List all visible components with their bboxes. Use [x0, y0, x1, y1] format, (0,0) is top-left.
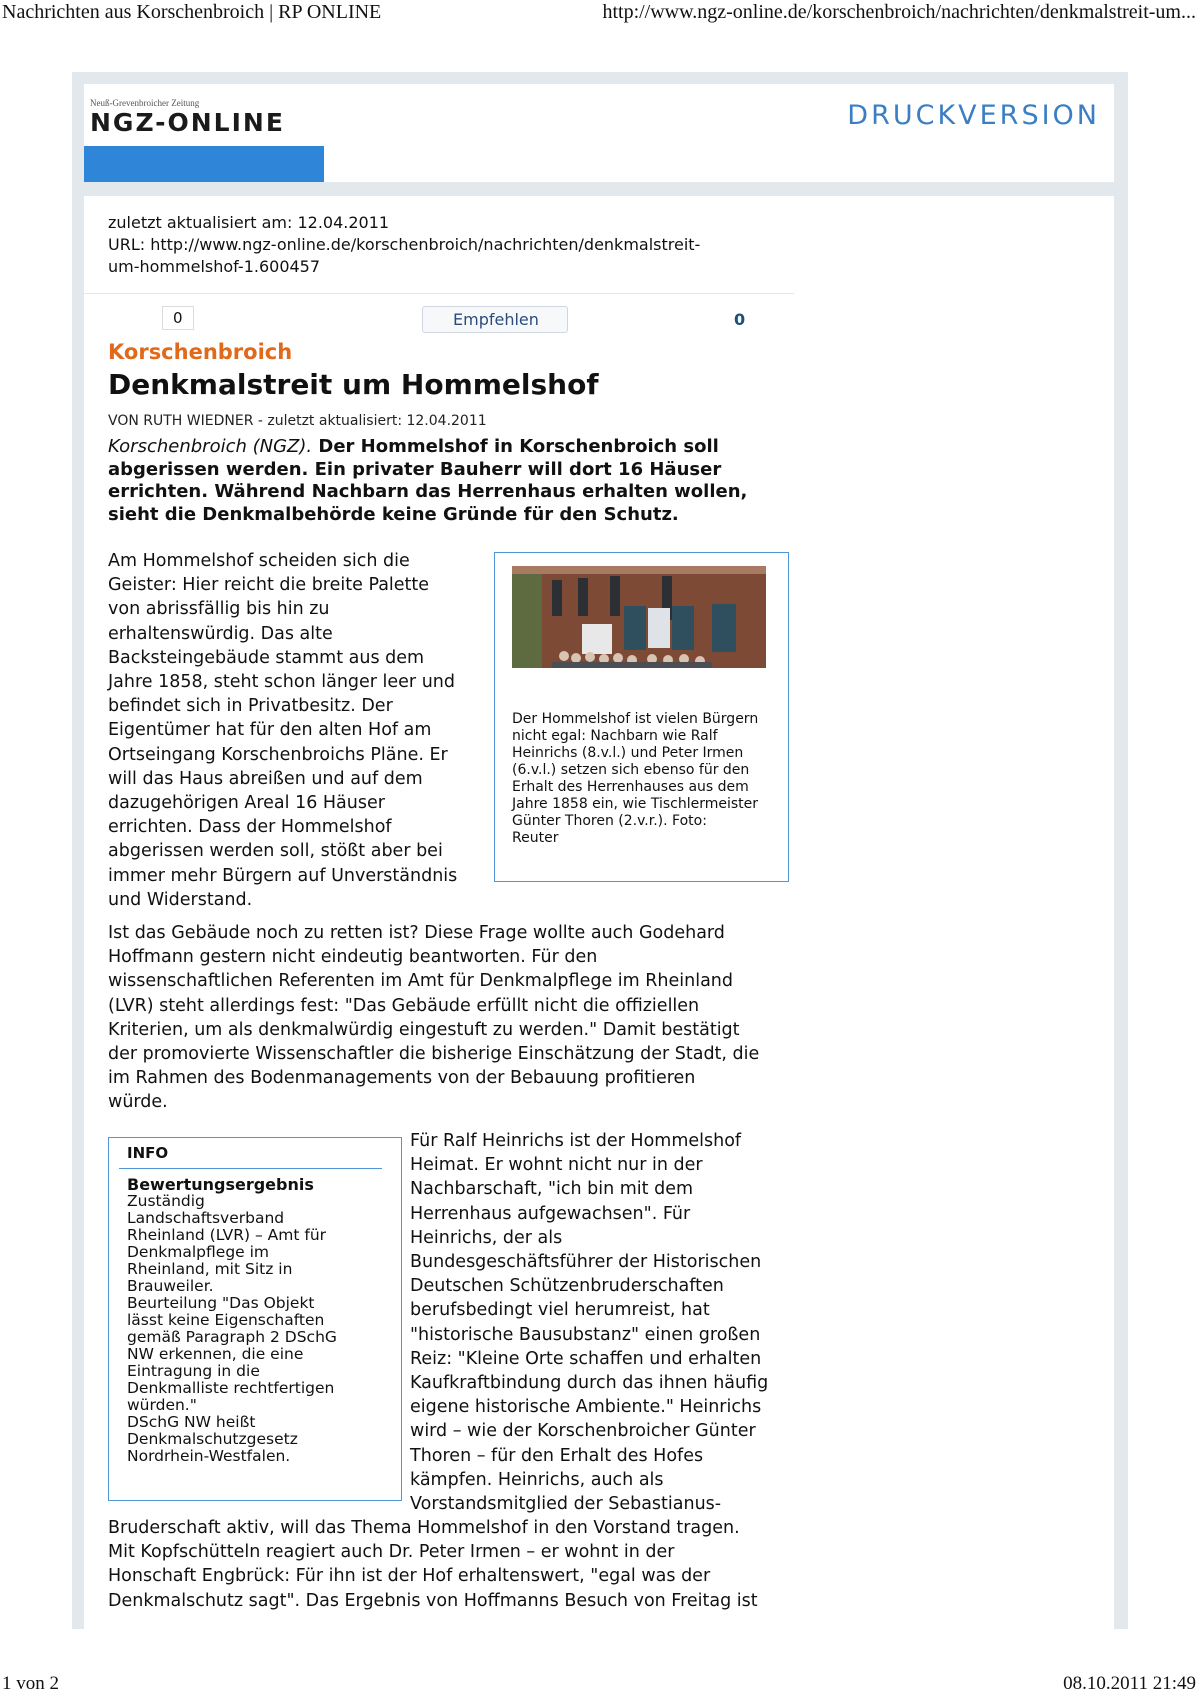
info-line: Denkmalschutzgesetz	[127, 1430, 298, 1448]
text-line: Backsteingebäude stammt aus dem	[108, 647, 425, 668]
print-frame	[72, 72, 1128, 1629]
info-line: gemäß Paragraph 2 DSchG	[127, 1328, 337, 1346]
info-line: Landschaftsverband	[127, 1209, 285, 1227]
text-line: Heinrichs, der als	[410, 1227, 563, 1248]
text-line: Herrenhaus aufgewachsen". Für	[410, 1203, 691, 1224]
text-line: von abrissfällig bis hin zu	[108, 599, 330, 620]
print-header	[0, 0, 1200, 26]
text-line: dazugehörigen Areal 16 Häuser	[108, 793, 385, 814]
info-line: würden."	[127, 1396, 197, 1414]
text-line: Reiz: "Kleine Orte schaffen und erhalten	[410, 1348, 762, 1369]
text-line: errichten. Dass der Hommelshof	[108, 817, 392, 838]
text-line: würde.	[108, 1092, 168, 1113]
text-line: Geister: Hier reicht die breite Palette	[108, 575, 430, 596]
caption-line: Heinrichs (8.v.l.) und Peter Irmen	[512, 745, 744, 761]
article-url-line-1: URL: http://www.ngz-online.de/korschenbroich/nachrichten/denkmalstreit-	[108, 235, 701, 254]
text-line: Für Ralf Heinrichs ist der Hommelshof	[410, 1131, 742, 1151]
page-title: Nachrichten aus Korschenbroich | RP ONLINE	[2, 1, 382, 23]
lead-line: abgerissen werden. Ein privater Bauherr will dort 16 Häuser	[108, 458, 722, 480]
photo-box	[494, 552, 789, 882]
text-line: Bruderschaft aktiv, will das Thema Hommelshof in den Vorstand tragen.	[108, 1518, 740, 1538]
empfehlen-count: 0	[734, 310, 746, 329]
caption-line: Jahre 1858 ein, wie Tischlermeister	[512, 796, 759, 812]
page-url: http://www.ngz-online.de/korschenbroich/nachrichten/denkmalstreit-um...	[602, 1, 1196, 23]
article-headline: Denkmalstreit um Hommelshof	[108, 368, 599, 401]
info-line: lässt keine Eigenschaften	[127, 1311, 325, 1329]
text-line: Heimat. Er wohnt nicht nur in der	[410, 1155, 703, 1176]
caption-line: Reuter	[512, 830, 559, 846]
text-line: erhaltenswürdig. Das alte	[108, 623, 333, 644]
text-line: eigene historische Ambiente." Heinrichs	[410, 1397, 762, 1418]
caption-line: Der Hommelshof ist vielen Bürgern	[512, 711, 759, 727]
text-line: und Widerstand.	[108, 889, 253, 910]
text-line: Kaufkraftbindung durch das ihnen häufig	[410, 1373, 769, 1394]
info-line: Zuständig	[127, 1192, 205, 1210]
info-line: Denkmalpflege im	[127, 1243, 270, 1261]
paragraph-3-continued	[108, 1516, 798, 1613]
text-line: wissenschaftlichen Referenten im Amt für Denkmalpflege im Rheinland	[108, 971, 734, 992]
text-line: Thoren – für den Erhalt des Hofes	[410, 1445, 704, 1466]
hommelshof-photo	[512, 566, 766, 668]
text-line: kämpfen. Heinrichs, auch als	[410, 1469, 664, 1490]
lead-line: sieht die Denkmalbehörde keine Gründe für den Schutz.	[108, 503, 679, 525]
text-line: wird – wie der Korschenbroicher Günter	[410, 1421, 756, 1442]
ngz-logo[interactable]	[84, 84, 324, 182]
lead-place: Korschenbroich (NGZ).	[108, 436, 313, 457]
article-url-line-2: um-hommelshof-1.600457	[108, 257, 321, 276]
caption-line: nicht egal: Nachbarn wie Ralf	[512, 728, 718, 744]
logo-wordmark: NGZ-ONLINE	[90, 108, 285, 137]
info-title: INFO	[127, 1144, 169, 1162]
text-line: Honschaft Engbrück: Für ihn ist der Hof erhaltenswert, "egal was der	[108, 1566, 711, 1587]
info-line: DSchG NW heißt	[127, 1413, 256, 1431]
text-line: Jahre 1858, steht schon länger leer und	[108, 672, 455, 693]
text-line: "historische Bausubstanz" einen großen	[410, 1324, 761, 1345]
text-line: immer mehr Bürgern auf Unverständnis	[108, 865, 458, 886]
empfehlen-button[interactable]: Empfehlen	[422, 306, 568, 333]
text-line: Eigentümer hat für den alten Hof am	[108, 720, 432, 741]
last-updated: zuletzt aktualisiert am: 12.04.2011	[108, 213, 390, 232]
paragraph-1	[108, 549, 468, 912]
info-divider	[119, 1168, 382, 1169]
text-line: Denkmalschutz sagt". Das Ergebnis von Hoffmanns Besuch von Freitag ist	[108, 1590, 758, 1611]
text-line: Am Hommelshof scheiden sich die	[108, 551, 410, 571]
info-line: Brauweiler.	[127, 1277, 214, 1295]
text-line: Kriterien, um als denkmalwürdig eingestuft zu werden." Damit bestätigt	[108, 1019, 740, 1040]
info-line: Rheinland (LVR) – Amt für	[127, 1226, 327, 1244]
text-line: Ortseingang Korschenbroichs Pläne. Er	[108, 744, 448, 765]
caption-line: (6.v.l.) setzen sich ebenso für den	[512, 762, 750, 778]
article-panel	[84, 196, 1114, 1629]
text-line: abgerissen werden soll, stößt aber bei	[108, 841, 443, 862]
photo-caption	[512, 711, 766, 847]
text-line: (LVR) steht allerdings fest: "Das Gebäude erfüllt nicht die offiziellen	[108, 995, 700, 1016]
druckversion-label: DRUCKVERSION	[847, 100, 1100, 131]
text-line: Nachbarschaft, "ich bin mit dem	[410, 1179, 694, 1200]
info-line: Nordrhein-Westfalen.	[127, 1447, 291, 1465]
article-lead	[108, 436, 758, 526]
lead-line: errichten. Während Nachbarn das Herrenhaus erhalten wollen,	[108, 481, 748, 502]
text-line: Bundesgeschäftsführer der Historischen	[410, 1252, 762, 1273]
logo-blue-bar	[84, 146, 324, 182]
text-line: will das Haus abreißen und auf dem	[108, 768, 423, 789]
info-line: NW erkennen, die eine	[127, 1345, 304, 1363]
text-line: der promovierte Wissenschaftler die bisherige Einschätzung der Stadt, die	[108, 1044, 760, 1065]
print-footer	[0, 1673, 1200, 1697]
text-line: befindet sich in Privatbesitz. Der	[108, 696, 393, 717]
article-byline: VON RUTH WIEDNER - zuletzt aktualisiert: 12.04.2011	[108, 413, 487, 429]
caption-line: Erhalt des Herrenhauses aus dem	[512, 779, 749, 795]
info-box	[108, 1137, 402, 1501]
info-heading: Bewertungsergebnis	[127, 1175, 314, 1194]
paragraph-2	[108, 921, 798, 1115]
text-line: Hoffmann gestern nicht eindeutig beantworten. Für den	[108, 947, 598, 968]
info-line: Eintragung in die	[127, 1362, 260, 1380]
article-kicker: Korschenbroich	[108, 340, 293, 364]
meta-divider	[84, 293, 794, 294]
page-number: 1 von 2	[2, 1673, 59, 1694]
info-line: Denkmalliste rechtfertigen	[127, 1379, 335, 1397]
paragraph-3	[410, 1129, 790, 1516]
print-datetime: 08.10.2011 21:49	[1063, 1673, 1196, 1694]
share-counter: 0	[162, 306, 194, 330]
masthead	[84, 84, 1114, 182]
info-line: Beurteilung "Das Objekt	[127, 1294, 315, 1312]
lead-line: Der Hommelshof in Korschenbroich soll	[312, 436, 719, 457]
caption-line: Günter Thoren (2.v.r.). Foto:	[512, 813, 707, 829]
logo-tagline: Neuß-Grevenbroicher Zeitung	[90, 98, 200, 108]
info-body	[127, 1176, 377, 1465]
text-line: Vorstandsmitglied der Sebastianus-	[410, 1494, 722, 1515]
info-line: Rheinland, mit Sitz in	[127, 1260, 293, 1278]
text-line: berufsbedingt viel herumreist, hat	[410, 1300, 710, 1321]
text-line: Ist das Gebäude noch zu retten ist? Diese Frage wollte auch Godehard	[108, 923, 725, 943]
text-line: Mit Kopfschütteln reagiert auch Dr. Peter Irmen – er wohnt in der	[108, 1542, 675, 1563]
text-line: im Rahmen des Bodenmanagements von der Bebauung profitieren	[108, 1068, 696, 1089]
text-line: Deutschen Schützenbruderschaften	[410, 1276, 724, 1297]
